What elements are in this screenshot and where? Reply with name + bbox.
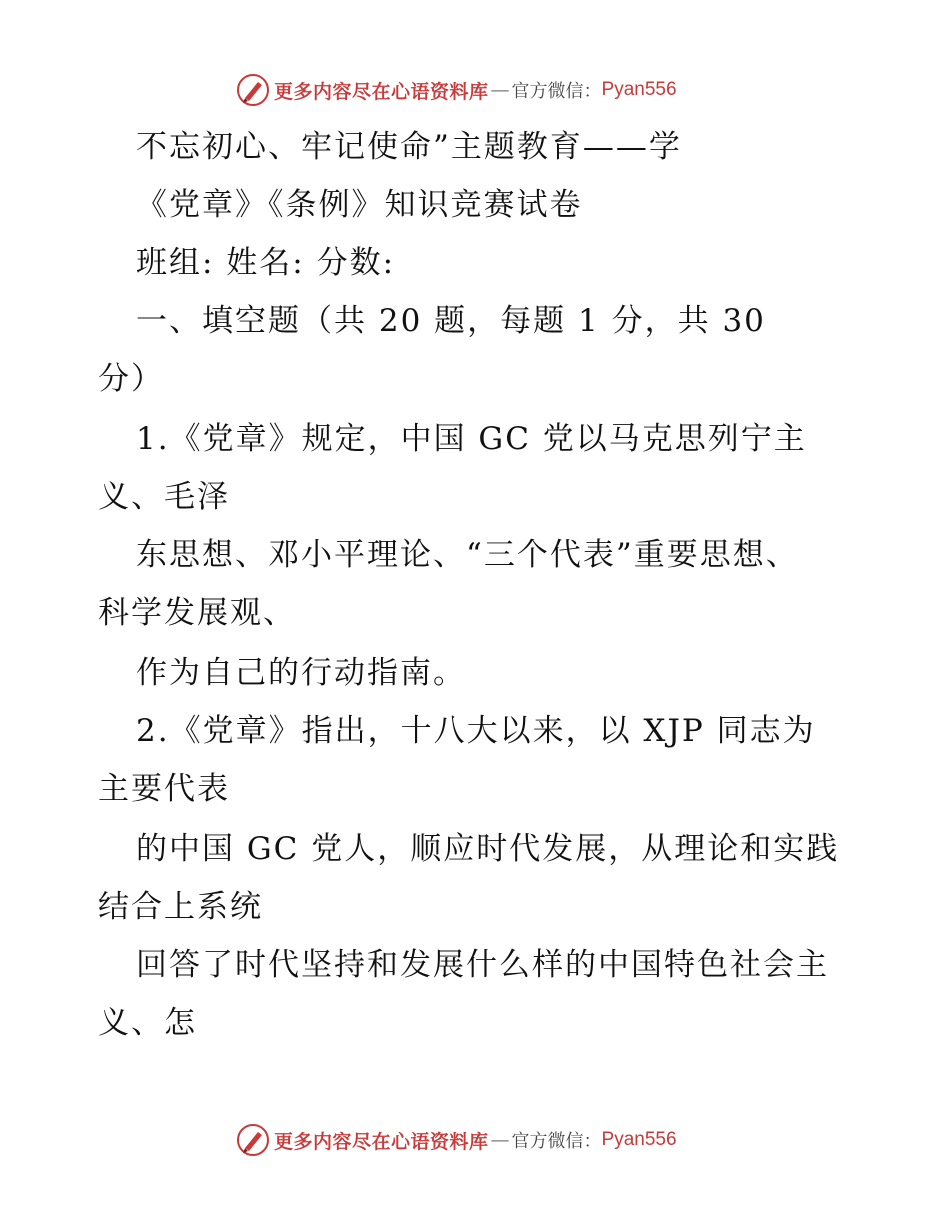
doc-question-2-line-4: 结合上系统 xyxy=(98,889,263,925)
doc-question-2-cont: 主要代表 xyxy=(98,771,230,807)
doc-question-2: 2.《党章》指出，十八大以来，以 XJP 同志为 xyxy=(136,713,816,749)
doc-question-2-line-3: 的中国 GC 党人，顺应时代发展，从理论和实践 xyxy=(136,831,840,867)
watermark-brand: 更多内容尽在心语资料库 xyxy=(274,80,489,103)
header-watermark xyxy=(236,72,677,108)
watermark-dash: — xyxy=(490,79,510,101)
doc-question-1-line-4: 科学发展观、 xyxy=(98,595,296,631)
doc-title-line-2: 《党章》《条例》知识竞赛试卷 xyxy=(136,187,583,223)
doc-section-heading: 一、填空题（共 20 题，每题 1 分，共 30 xyxy=(136,303,766,339)
doc-info-line: 班组: 姓名: 分数: xyxy=(136,245,396,281)
doc-question-1-line-3: 东思想、邓小平理论、“三个代表”重要思想、 xyxy=(136,537,799,573)
watermark-label: 官方微信： xyxy=(511,81,602,102)
doc-question-1-cont: 义、毛泽 xyxy=(98,479,230,515)
doc-question-1-line-5: 作为自己的行动指南。 xyxy=(136,655,466,691)
doc-title-line-1: 不忘初心、牢记使命”主题教育——学 xyxy=(136,129,682,165)
watermark-label: 官方微信： xyxy=(511,1131,602,1152)
doc-question-2-line-6: 义、怎 xyxy=(98,1005,197,1041)
pen-logo-icon xyxy=(236,1123,270,1157)
doc-question-2-line-5: 回答了时代坚持和发展什么样的中国特色社会主 xyxy=(136,947,829,983)
watermark-brand: 更多内容尽在心语资料库 xyxy=(274,1130,489,1153)
watermark-dash: — xyxy=(490,1129,510,1151)
watermark-wechat-id: Pyan556 xyxy=(601,79,677,100)
doc-section-heading-cont: 分） xyxy=(98,361,164,397)
footer-watermark xyxy=(236,1122,677,1158)
watermark-wechat-id: Pyan556 xyxy=(601,1129,677,1150)
pen-logo-icon xyxy=(236,73,270,107)
doc-question-1: 1.《党章》规定，中国 GC 党以马克思列宁主 xyxy=(136,421,807,457)
